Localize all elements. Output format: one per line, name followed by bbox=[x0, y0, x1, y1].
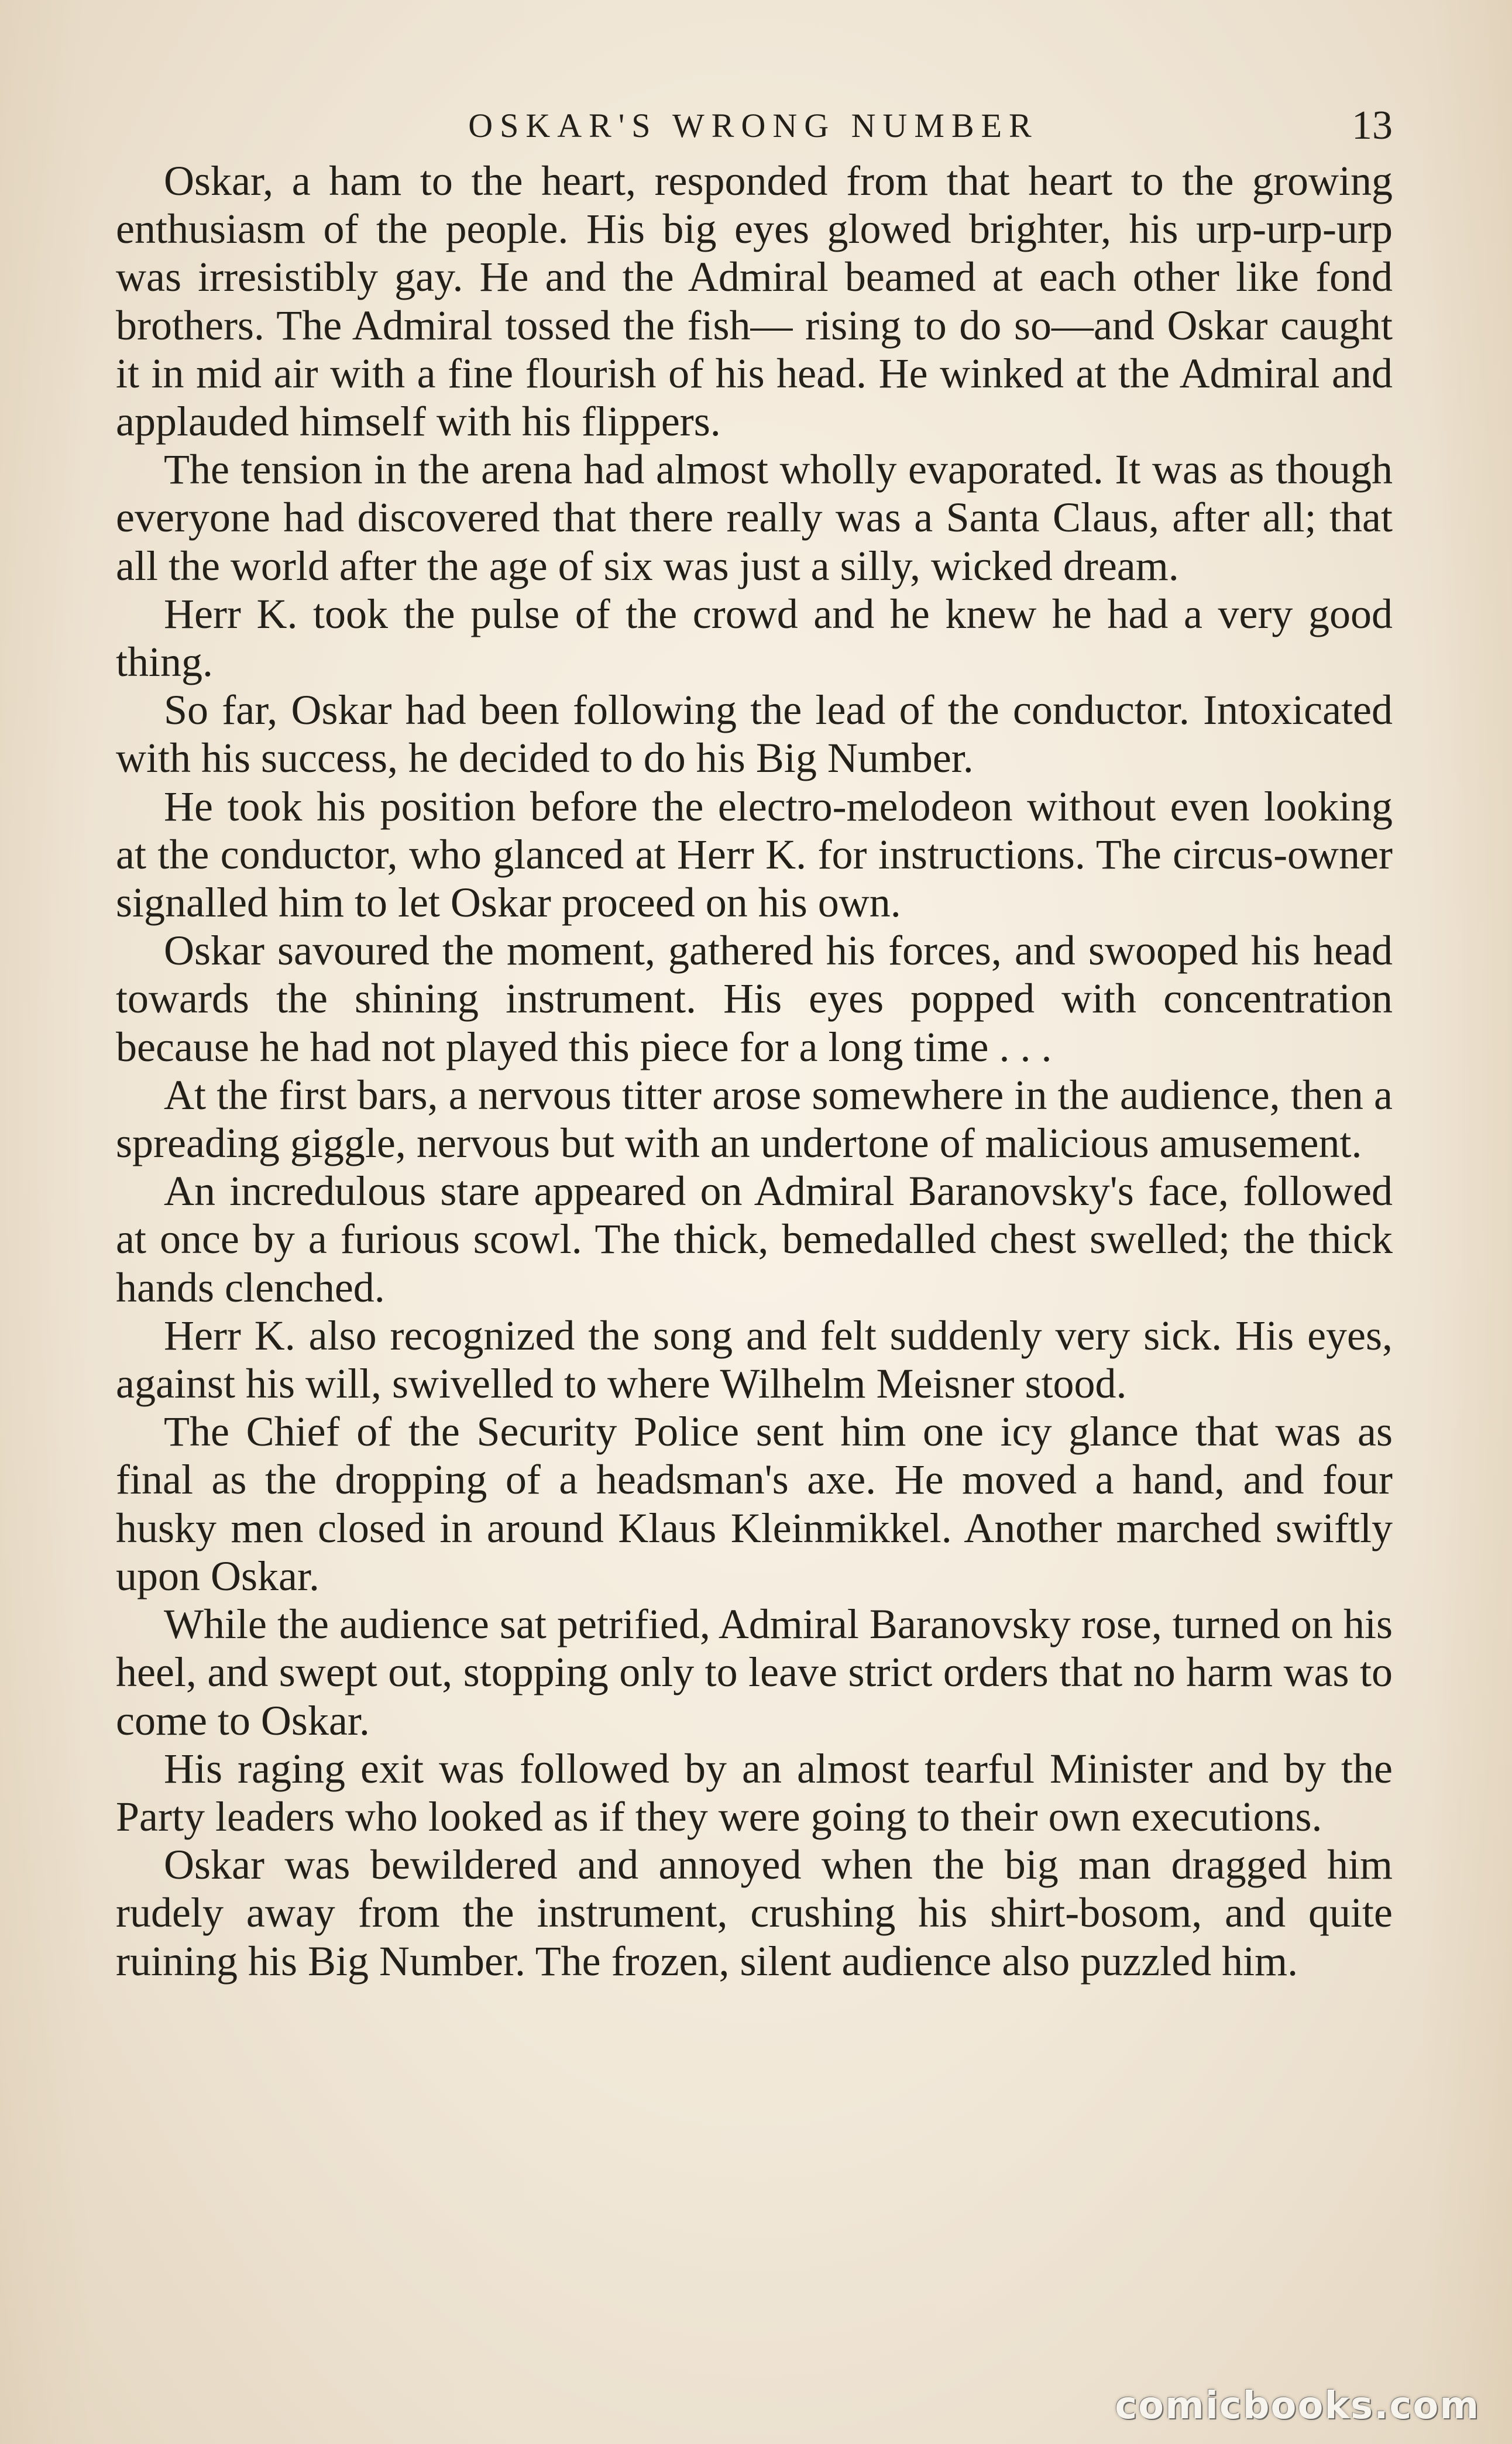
body-text bbox=[116, 157, 1393, 1985]
paragraph: The tension in the arena had almost wholly evaporated. It was as though everyone had discovered that there really was a Santa Claus, after all; that all the world after the age of six was just a silly, wicked dream. bbox=[116, 446, 1393, 589]
paragraph: At the first bars, a nervous titter arose somewhere in the audience, then a spreading giggle, nervous but with an undertone of malicious amusement. bbox=[116, 1071, 1393, 1167]
paragraph: Oskar savoured the moment, gathered his forces, and swooped his head towards the shining instrument. His eyes popped with concentration because he had not played this piece for a long time . . . bbox=[116, 927, 1393, 1070]
watermark: comicbooks.com bbox=[1115, 2384, 1480, 2428]
running-head bbox=[114, 102, 1393, 155]
paragraph: Oskar was bewildered and annoyed when the big man dragged him rudely away from the instrument, crushing his shirt-bosom, and quite ruining his Big Number. The frozen, silent audience also puzzled him. bbox=[116, 1841, 1393, 1985]
paragraph: An incredulous stare appeared on Admiral Baranovsky's face, followed at once by a furious scowl. The thick, bemedalled chest swelled; the thick hands clenched. bbox=[116, 1168, 1393, 1311]
paragraph: Oskar, a ham to the heart, responded from that heart to the growing enthusiasm of the people. His big eyes glowed brighter, his urp-urp-urp was irresistibly gay. He and the Admiral beamed at each other like fond brothers. The Admiral tossed the fish— rising to do so—and Oskar caught it in mid air with a fine flourish of his head. He winked at the Admiral and applauded himself with his flippers. bbox=[116, 157, 1393, 445]
paragraph: He took his position before the electro-melodeon without even looking at the conductor, who glanced at Herr K. for instructions. The circus-owner signalled him to let Oskar proceed on his own. bbox=[116, 782, 1393, 926]
paragraph: While the audience sat petrified, Admiral Baranovsky rose, turned on his heel, and swept out, stopping only to leave strict orders that no harm was to come to Oskar. bbox=[116, 1601, 1393, 1744]
paragraph: Herr K. took the pulse of the crowd and he knew he had a very good thing. bbox=[116, 590, 1393, 686]
page-number: 13 bbox=[1352, 103, 1393, 148]
running-title: OSKAR'S WRONG NUMBER bbox=[468, 107, 1039, 145]
paragraph: The Chief of the Security Police sent him one icy glance that was as final as the dropping of a headsman's axe. He moved a hand, and four husky men closed in around Klaus Kleinmikkel. Another marched swiftly upon Oskar. bbox=[116, 1408, 1393, 1599]
paragraph: So far, Oskar had been following the lead of the conductor. Intoxicated with his success, he decided to do his Big Number. bbox=[116, 686, 1393, 782]
paragraph: His raging exit was followed by an almost tearful Minister and by the Party leaders who looked as if they were going to their own executions. bbox=[116, 1745, 1393, 1840]
paragraph: Herr K. also recognized the song and felt suddenly very sick. His eyes, against his will, swivelled to where Wilhelm Meisner stood. bbox=[116, 1312, 1393, 1408]
